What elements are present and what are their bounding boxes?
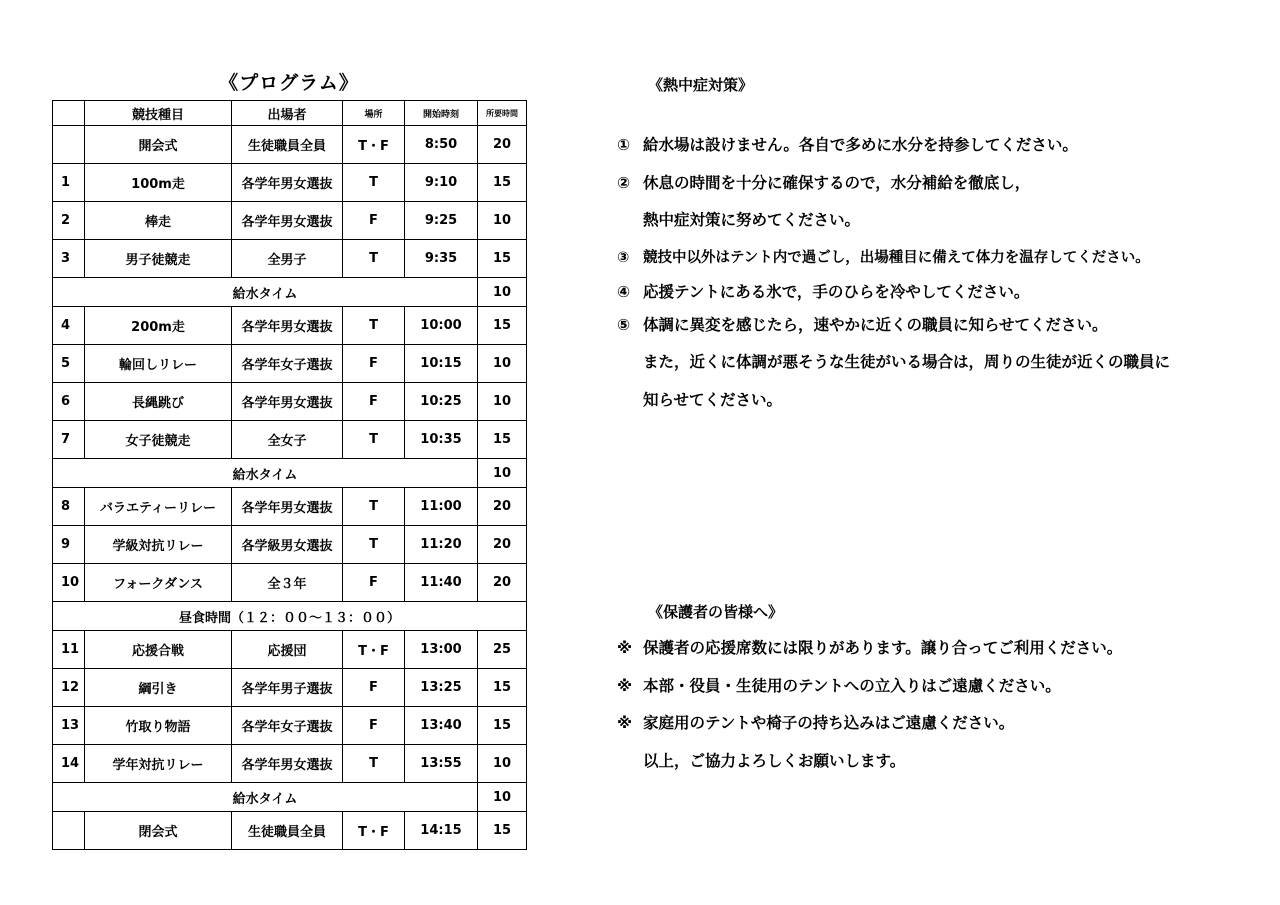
program-table-body [53, 126, 527, 850]
table-row [53, 707, 527, 745]
cell-event: 女子徒競走 [85, 421, 232, 459]
guardians-item [617, 674, 1061, 696]
cell-start: 8:50 [405, 126, 478, 164]
cell-no: 2 [53, 202, 85, 240]
cell-place: F [343, 707, 405, 745]
header-place: 場所 [343, 101, 405, 126]
cell-place: F [343, 669, 405, 707]
cell-start: 13:00 [405, 631, 478, 669]
cell-no: 13 [53, 707, 85, 745]
cell-participants: 各学年女子選抜 [232, 345, 343, 383]
header-no [53, 101, 85, 126]
cell-duration: 10 [478, 202, 527, 240]
cell-start: 10:35 [405, 421, 478, 459]
heat-title: 《熱中症対策》 [648, 76, 754, 94]
cell-place: T [343, 307, 405, 345]
cell-duration: 10 [478, 383, 527, 421]
cell-no: 10 [53, 564, 85, 602]
cell-break-label: 給水タイム [53, 278, 478, 307]
cell-participants: 全３年 [232, 564, 343, 602]
table-row [53, 631, 527, 669]
item-text: 体調に異変を感じたら，速やかに近くの職員に知らせてください。 [643, 316, 1108, 334]
table-row [53, 202, 527, 240]
cell-no [53, 812, 85, 850]
heat-item [617, 280, 1029, 302]
cell-no: 5 [53, 345, 85, 383]
table-row [53, 745, 527, 783]
cell-participants: 生徒職員全員 [232, 812, 343, 850]
cell-start: 9:25 [405, 202, 478, 240]
cell-event: 200m走 [85, 307, 232, 345]
cell-duration: 15 [478, 421, 527, 459]
cell-participants: 各学年男子選抜 [232, 669, 343, 707]
cell-start: 10:25 [405, 383, 478, 421]
guardians-item [617, 636, 1122, 658]
program-title: 《プログラム》 [219, 72, 359, 94]
cell-participants: 各学級男女選抜 [232, 526, 343, 564]
cell-duration: 15 [478, 164, 527, 202]
cell-start: 13:25 [405, 669, 478, 707]
item-text: 知らせてください。 [643, 391, 783, 409]
cell-event: 閉会式 [85, 812, 232, 850]
table-row [53, 488, 527, 526]
cell-no: 4 [53, 307, 85, 345]
cell-no [53, 126, 85, 164]
break-row [53, 783, 527, 812]
cell-event: フォークダンス [85, 564, 232, 602]
table-row [53, 812, 527, 850]
cell-duration: 10 [478, 278, 527, 307]
cell-no: 3 [53, 240, 85, 278]
heat-item [617, 171, 1030, 193]
cell-participants: 応援団 [232, 631, 343, 669]
heat-item [617, 246, 1150, 267]
cell-lunch-label: 昼食時間（１２：００～１３：００） [53, 602, 527, 631]
cell-participants: 各学年男女選抜 [232, 745, 343, 783]
guardians-item [617, 711, 1014, 733]
item-text: 競技中以外はテント内で過ごし，出場種目に備えて体力を温存してください。 [643, 250, 1150, 266]
cell-event: 綱引き [85, 669, 232, 707]
cell-duration: 15 [478, 240, 527, 278]
lunch-row [53, 602, 527, 631]
cell-place: T [343, 526, 405, 564]
cell-place: F [343, 202, 405, 240]
item-text: 休息の時間を十分に確保するので，水分補給を徹底し， [643, 174, 1031, 192]
cell-no: 12 [53, 669, 85, 707]
cell-event: 学年対抗リレー [85, 745, 232, 783]
cell-duration: 20 [478, 564, 527, 602]
cell-place: T [343, 421, 405, 459]
cell-no: 6 [53, 383, 85, 421]
header-start: 開始時刻 [405, 101, 478, 126]
item-text: 熱中症対策に努めてください。 [643, 211, 861, 229]
cell-duration: 10 [478, 783, 527, 812]
item-text: また，近くに体調が悪そうな生徒がいる場合は，周りの生徒が近くの職員に [643, 353, 1171, 371]
table-row [53, 164, 527, 202]
heat-item [643, 208, 860, 230]
cell-start: 11:00 [405, 488, 478, 526]
item-text: 以上，ご協力よろしくお願いします。 [643, 752, 906, 770]
cell-duration: 15 [478, 707, 527, 745]
cell-place: F [343, 383, 405, 421]
cell-duration: 10 [478, 745, 527, 783]
item-text: 応援テントにある氷で，手のひらを冷やしてください。 [643, 283, 1030, 301]
cell-start: 10:00 [405, 307, 478, 345]
cell-participants: 各学年男女選抜 [232, 164, 343, 202]
item-mark: ※ [617, 714, 633, 732]
table-header-row [53, 101, 527, 126]
table-row [53, 126, 527, 164]
header-participants: 出場者 [232, 101, 343, 126]
table-row [53, 421, 527, 459]
cell-place: T・F [343, 126, 405, 164]
cell-participants: 各学年男女選抜 [232, 202, 343, 240]
cell-event: バラエティーリレー [85, 488, 232, 526]
table-row [53, 564, 527, 602]
cell-event: 応援合戦 [85, 631, 232, 669]
cell-no: 14 [53, 745, 85, 783]
cell-place: T・F [343, 812, 405, 850]
table-row [53, 240, 527, 278]
cell-place: T [343, 164, 405, 202]
cell-duration: 20 [478, 526, 527, 564]
item-text: 保護者の応援席数には限りがあります。譲り合ってご利用ください。 [643, 639, 1123, 657]
item-mark: ① [617, 136, 631, 154]
cell-place: T [343, 745, 405, 783]
item-text: 家庭用のテントや椅子の持ち込みはご遠慮ください。 [643, 714, 1015, 732]
cell-place: F [343, 345, 405, 383]
break-row [53, 459, 527, 488]
cell-duration: 15 [478, 812, 527, 850]
cell-break-label: 給水タイム [53, 459, 478, 488]
heat-item [617, 313, 1108, 335]
cell-start: 14:15 [405, 812, 478, 850]
cell-no: 9 [53, 526, 85, 564]
cell-participants: 全女子 [232, 421, 343, 459]
cell-participants: 各学年男女選抜 [232, 488, 343, 526]
table-row [53, 307, 527, 345]
header-event: 競技種目 [85, 101, 232, 126]
cell-place: T [343, 240, 405, 278]
break-row [53, 278, 527, 307]
cell-participants: 全男子 [232, 240, 343, 278]
cell-event: 学級対抗リレー [85, 526, 232, 564]
cell-no: 11 [53, 631, 85, 669]
cell-duration: 20 [478, 126, 527, 164]
cell-participants: 生徒職員全員 [232, 126, 343, 164]
cell-event: 輪回しリレー [85, 345, 232, 383]
item-text: 本部・役員・生徒用のテントへの立入りはご遠慮ください。 [643, 677, 1061, 695]
item-mark: ⑤ [617, 316, 631, 334]
item-mark: ※ [617, 639, 633, 657]
program-table [52, 100, 527, 850]
table-row [53, 345, 527, 383]
cell-duration: 10 [478, 459, 527, 488]
table-row [53, 383, 527, 421]
cell-break-label: 給水タイム [53, 783, 478, 812]
cell-start: 13:55 [405, 745, 478, 783]
cell-duration: 10 [478, 345, 527, 383]
item-mark: ④ [617, 283, 631, 301]
cell-participants: 各学年男女選抜 [232, 383, 343, 421]
cell-duration: 25 [478, 631, 527, 669]
item-text: 給水場は設けません。各自で多めに水分を持参してください。 [643, 136, 1078, 154]
heat-item [643, 388, 782, 410]
cell-start: 10:15 [405, 345, 478, 383]
cell-event: 開会式 [85, 126, 232, 164]
header-duration: 所要時間 [478, 101, 527, 126]
cell-participants: 各学年女子選抜 [232, 707, 343, 745]
cell-place: T [343, 488, 405, 526]
cell-start: 9:35 [405, 240, 478, 278]
cell-start: 9:10 [405, 164, 478, 202]
cell-start: 11:40 [405, 564, 478, 602]
cell-place: T・F [343, 631, 405, 669]
cell-place: F [343, 564, 405, 602]
table-row [53, 669, 527, 707]
cell-event: 長縄跳び [85, 383, 232, 421]
cell-start: 11:20 [405, 526, 478, 564]
item-mark: ※ [617, 677, 633, 695]
table-row [53, 526, 527, 564]
cell-no: 1 [53, 164, 85, 202]
cell-duration: 15 [478, 669, 527, 707]
cell-event: 男子徒競走 [85, 240, 232, 278]
heat-item [643, 350, 1188, 372]
guardians-item [643, 749, 905, 771]
cell-duration: 15 [478, 307, 527, 345]
heat-item [617, 133, 1078, 155]
cell-duration: 20 [478, 488, 527, 526]
cell-participants: 各学年男女選抜 [232, 307, 343, 345]
cell-event: 棒走 [85, 202, 232, 240]
cell-no: 8 [53, 488, 85, 526]
cell-start: 13:40 [405, 707, 478, 745]
cell-no: 7 [53, 421, 85, 459]
cell-event: 100m走 [85, 164, 232, 202]
guardians-title: 《保護者の皆様へ》 [648, 603, 784, 621]
cell-event: 竹取り物語 [85, 707, 232, 745]
item-mark: ③ [617, 250, 630, 266]
item-mark: ② [617, 174, 631, 192]
